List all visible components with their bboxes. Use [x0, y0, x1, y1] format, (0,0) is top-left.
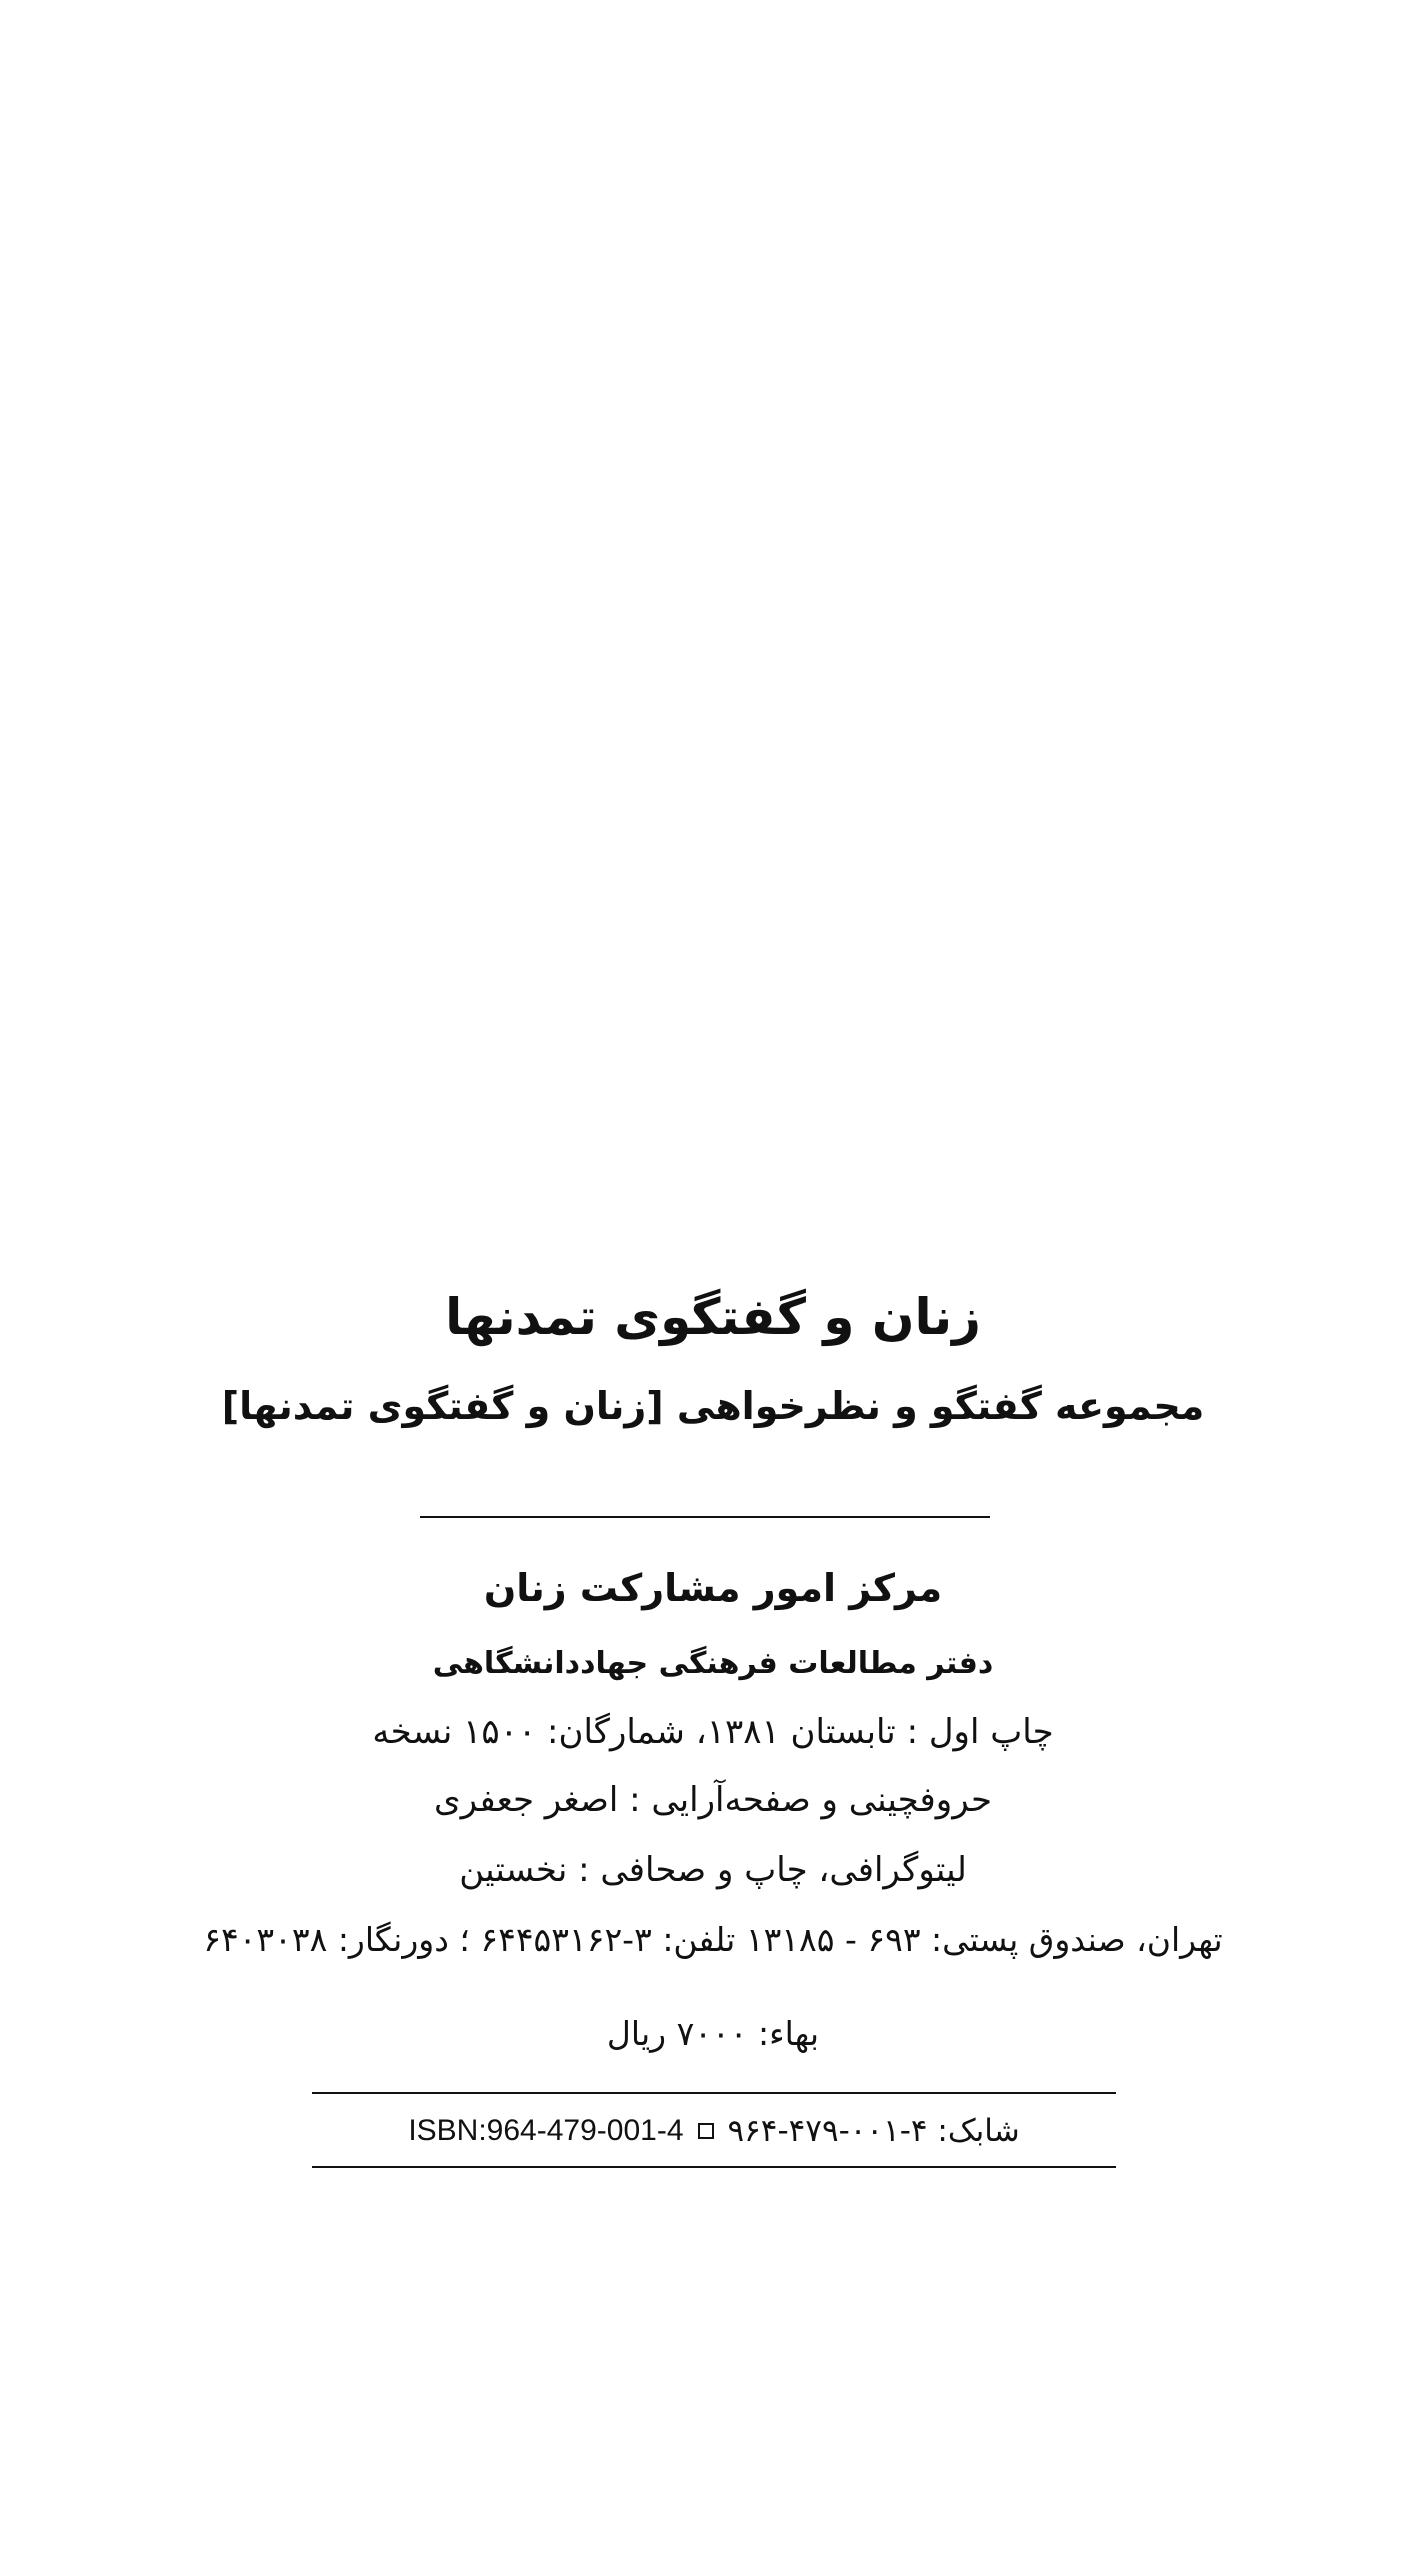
typesetting-credit: حروفچینی و صفحه‌آرایی : اصغر جعفری: [434, 1780, 992, 1820]
book-title: زنان و گفتگوی تمدنها: [445, 1288, 981, 1346]
book-subtitle: مجموعه گفتگو و نظرخواهی [زنان و گفتگوی تمدنها]: [221, 1384, 1205, 1428]
isbn-latin: ISBN:964-479-001-4: [408, 2114, 684, 2147]
edition-info: چاپ اول : تابستان ۱۳۸۱، شمارگان: ۱۵۰۰ نسخه: [372, 1712, 1054, 1752]
isbn-persian: شابک: ۴-۰۰۱-۴۷۹-۹۶۴: [727, 2113, 1020, 2149]
printing-credit: لیتوگرافی، چاپ و صحافی : نخستین: [459, 1850, 967, 1890]
isbn-top-rule: [312, 2092, 1116, 2094]
isbn-bottom-rule: [312, 2166, 1116, 2168]
publisher-name: مرکز امور مشارکت زنان: [483, 1566, 943, 1610]
contact-address: تهران، صندوق پستی: ۶۹۳ - ۱۳۱۸۵ تلفن: ۳-۶۴۴۵۳۱۶۲ ؛ دورنگار: ۶۴۰۳۰۳۸: [203, 1920, 1223, 1959]
publisher-office: دفتر مطالعات فرهنگی جهاددانشگاهی: [432, 1646, 994, 1681]
isbn-block: [312, 2104, 1116, 2158]
square-separator-icon: [698, 2123, 714, 2139]
price-info: بهاء: ۷۰۰۰ ریال: [606, 2014, 820, 2053]
divider-rule: [420, 1516, 990, 1518]
